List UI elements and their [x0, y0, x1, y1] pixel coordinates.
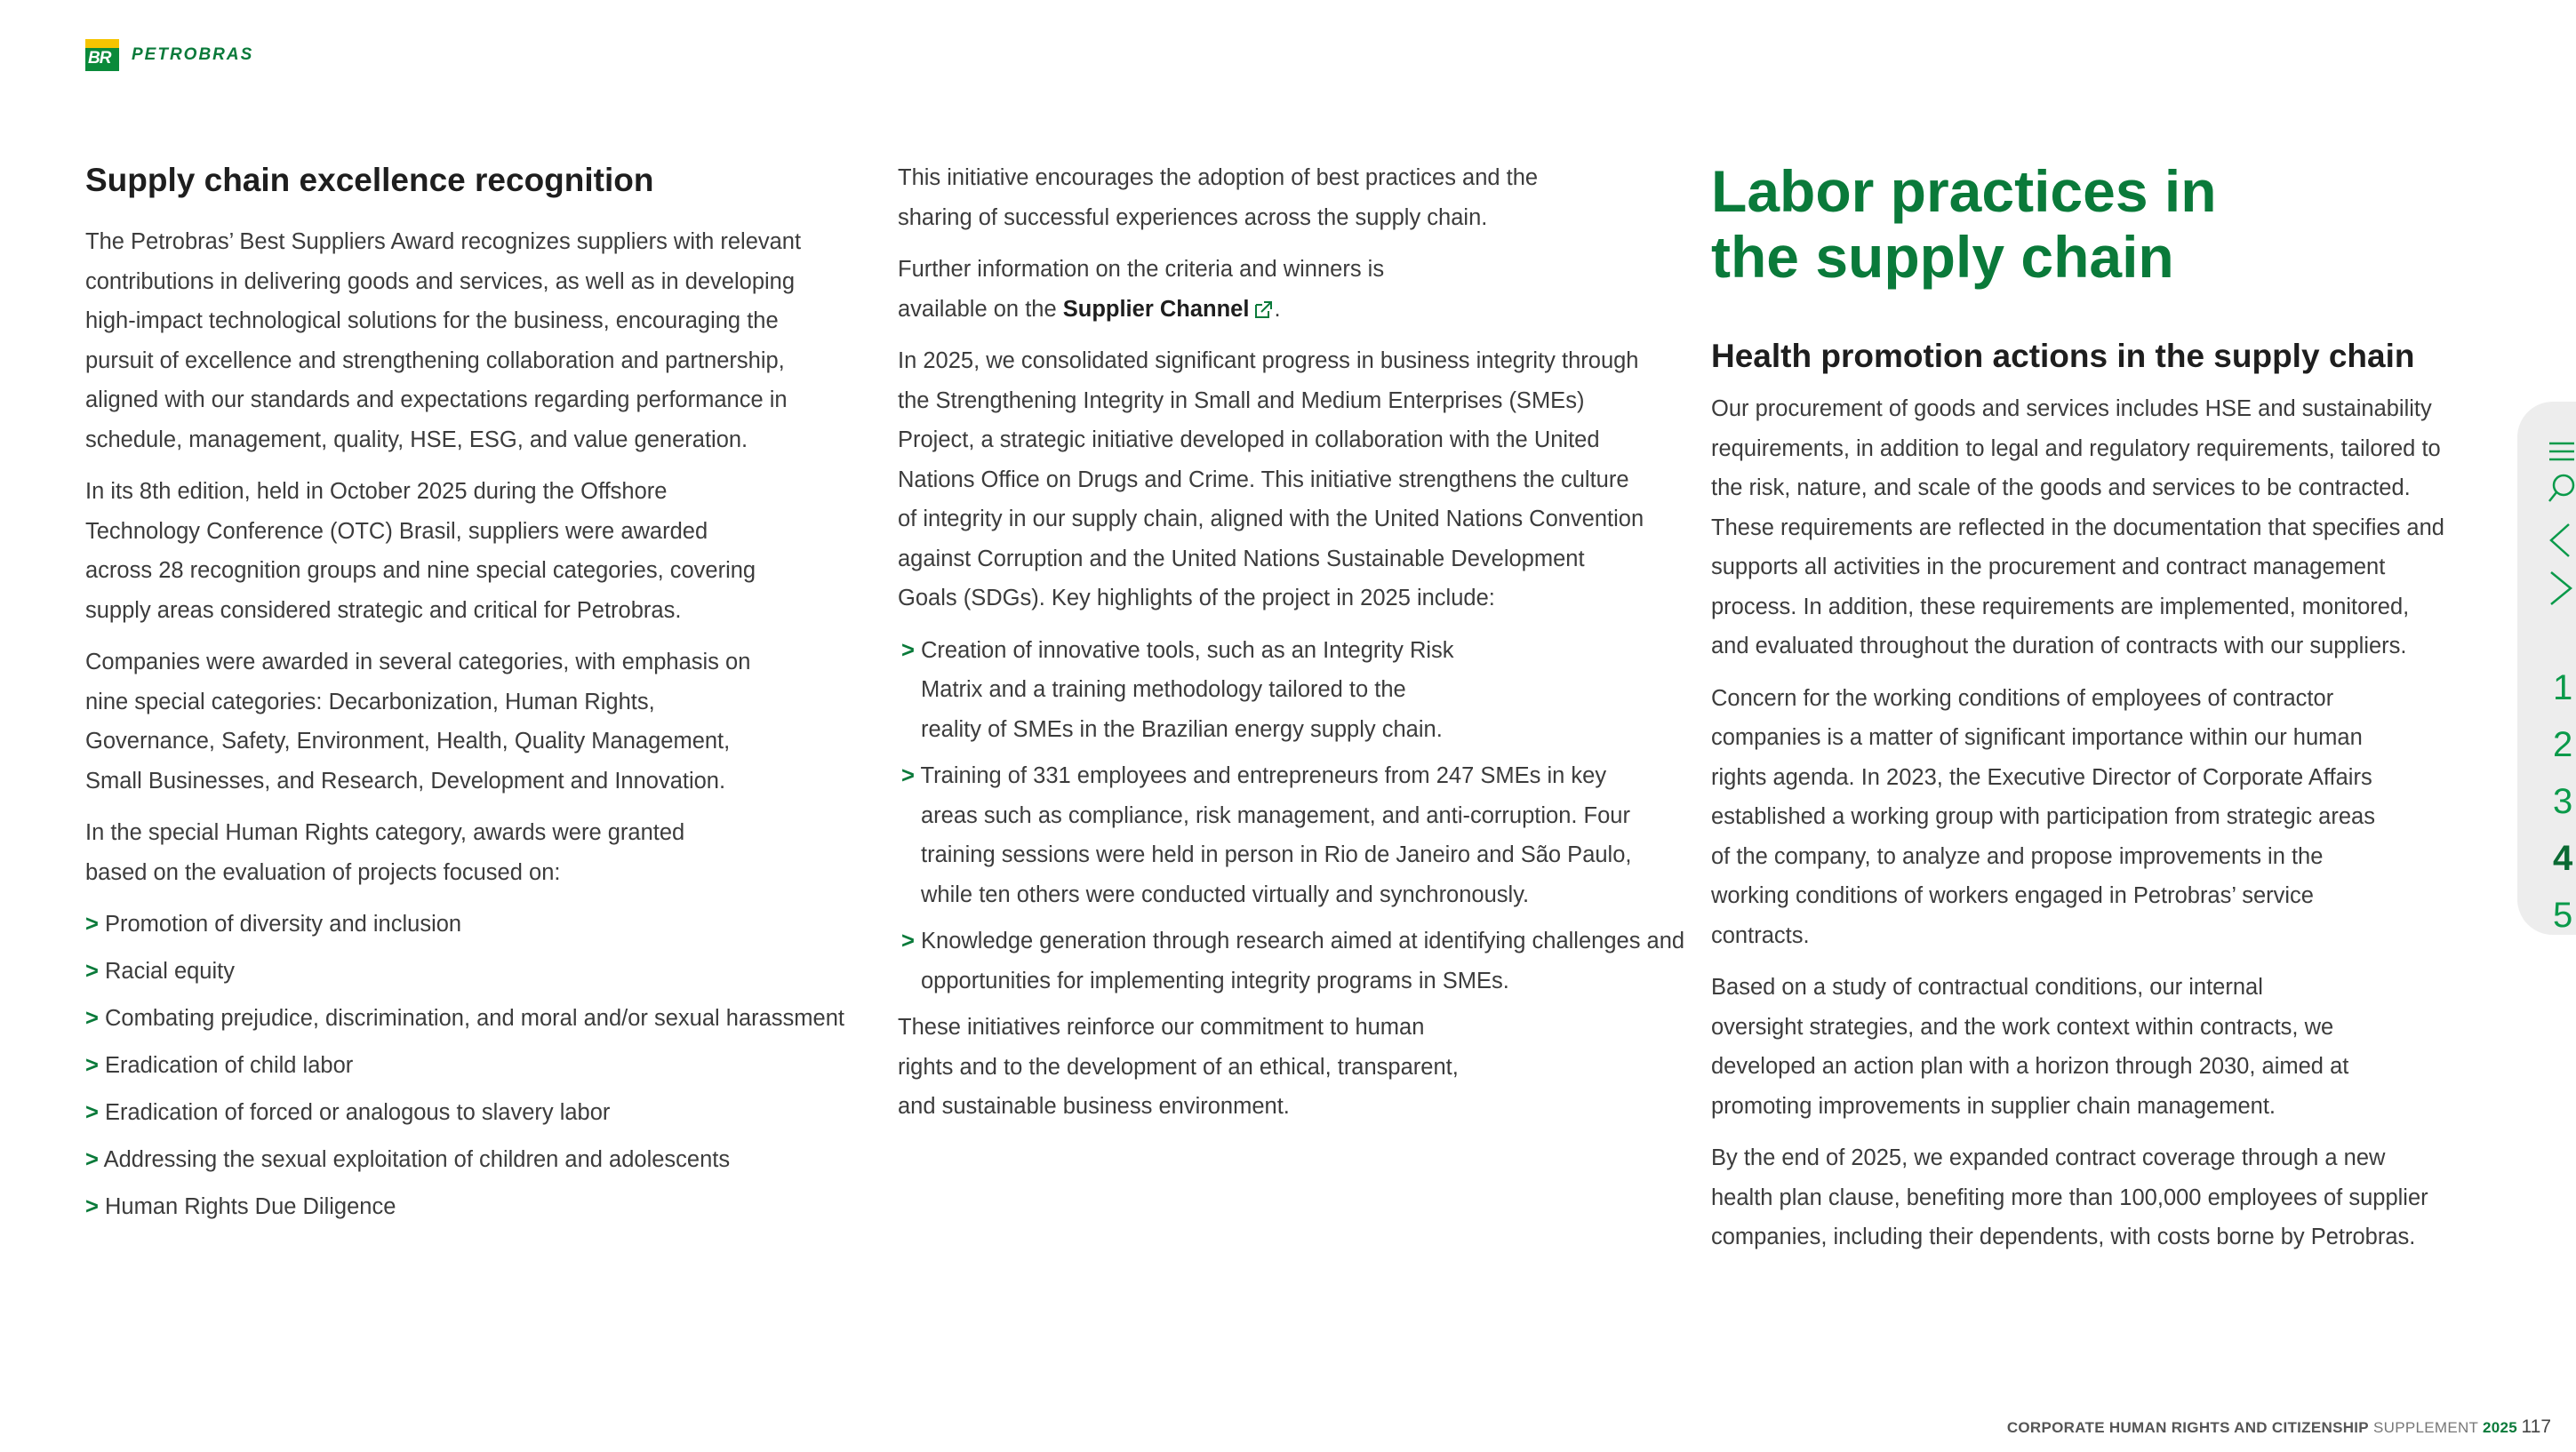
- chevron-left-icon[interactable]: [2548, 523, 2574, 558]
- list-item: > Racial equity: [85, 959, 235, 984]
- paragraph: This initiative encourages the adoption of best practices and the sharing of successful experiences across the supply chain.: [898, 165, 1539, 230]
- supplier-channel-link[interactable]: Supplier Channel: [1062, 296, 1250, 322]
- chapter-5-link[interactable]: 5: [2553, 896, 2573, 935]
- chapter-3-link[interactable]: 3: [2553, 782, 2573, 821]
- list-item: > Eradication of forced or analogous to slavery labor: [85, 1100, 611, 1125]
- external-link-icon[interactable]: [1252, 299, 1274, 321]
- list-item: > Knowledge generation through research aimed at identifying challenges and opportunities for implementing integrity programs in SMEs.: [901, 929, 1685, 993]
- list-item: > Eradication of child labor: [85, 1053, 354, 1078]
- paragraph: Companies were awarded in several categories, with emphasis on nine special categories: Decarbonization, Human Rights, Governance, Safety, Environment, Health, Quality Management, Small Businesses, and Research, Development and Innovation.: [85, 650, 751, 794]
- paragraph: In the special Human Rights category, awards were granted based on the evaluation of projects focused on:: [85, 820, 685, 885]
- column-supply-chain-recognition: [85, 160, 859, 1234]
- list-item: > Promotion of diversity and inclusion: [85, 912, 462, 937]
- list-item: > Creation of innovative tools, such as an Integrity Risk Matrix and a training methodology tailored to the reality of SMEs in the Brazilian energy supply chain.: [901, 637, 1454, 742]
- list-item: > Combating prejudice, discrimination, and moral and/or sexual harassment: [85, 1006, 844, 1031]
- list-item: > Human Rights Due Diligence: [85, 1194, 396, 1219]
- paragraph: In its 8th edition, held in October 2025 during the Offshore Technology Conference (OTC) Brasil, suppliers were awarded across 28 recognition groups and nine special categories, covering supply areas considered strategic and critical for Petrobras.: [85, 479, 756, 623]
- section-heading: Health promotion actions in the supply chain: [1711, 338, 2415, 374]
- paragraph: These initiatives reinforce our commitment to human rights and to the development of an ethical, transparent, and sustainable business environment.: [898, 1015, 1459, 1119]
- petrobras-logo: [85, 39, 253, 71]
- paragraph: Based on a study of contractual conditions, our internal oversight strategies, and the work context within contracts, we developed an action plan with a horizon through 2030, aimed at promoting improvements in supplier chain management.: [1711, 975, 2349, 1119]
- section-heading: Supply chain excellence recognition: [85, 162, 654, 198]
- paragraph: Further information on the criteria and winners is available on the Supplier Channel .: [898, 257, 1385, 322]
- column-integrity-project: [898, 158, 1685, 1139]
- chapter-2-link[interactable]: 2: [2553, 725, 2573, 764]
- paragraph: Concern for the working conditions of employees of contractor companies is a matter of significant importance within our human rights agenda. In 2023, the Executive Director of Corporate Affairs established a working group with participation from strategic areas of the company, to analyze and propose improvements in the working conditions of workers engaged in Petrobras’ service contracts.: [1711, 685, 2375, 948]
- paragraph: In 2025, we consolidated significant progress in business integrity through the Strengthening Integrity in Small and Medium Enterprises (SMEs) Project, a strategic initiative developed in collaboration with the United Nations Office on Drugs and Crime. This initiative strengthens the culture of integrity in our supply chain, aligned with the United Nations Convention against Corruption and the United Nations Sustainable Development Goals (SDGs). Key highlights of the project in 2025 include:: [898, 348, 1644, 610]
- br-logo-icon: BR: [85, 39, 119, 71]
- paragraph: By the end of 2025, we expanded contract coverage through a new health plan clause, benefiting more than 100,000 employees of supplier companies, including their dependents, with costs borne by Petrobras.: [1711, 1145, 2428, 1249]
- page-number: 117: [2521, 1416, 2551, 1437]
- chapter-1-link[interactable]: 1: [2553, 668, 2573, 707]
- paragraph: The Petrobras’ Best Suppliers Award recognizes suppliers with relevant contributions in delivering goods and services, as well as in developing high-impact technological solutions for the business, encouraging the pursuit of excellence and strengthening collaboration and partnership, aligned with our standards and expectations regarding performance in schedule, management, quality, HSE, ESG, and value generation.: [85, 229, 802, 452]
- chapter-4-link[interactable]: 4: [2553, 839, 2573, 878]
- chevron-right-icon[interactable]: [2548, 570, 2574, 606]
- page-title: Labor practices in the supply chain: [1711, 158, 2217, 290]
- list-item: > Addressing the sexual exploitation of children and adolescents: [85, 1147, 731, 1172]
- project-highlights-list: [898, 631, 1685, 1001]
- menu-icon[interactable]: [2548, 441, 2574, 462]
- column-labor-practices: [1711, 158, 2476, 1270]
- report-footer: CORPORATE HUMAN RIGHTS AND CITIZENSHIP SUPPLEMENT 2025: [2006, 1419, 2517, 1436]
- list-item: > Training of 331 employees and entrepreneurs from 247 SMEs in key areas such as compliance, risk management, and anti-corruption. Four training sessions were held in person in Rio de Janeiro and São Paulo, while ten others were conducted virtually and synchronously.: [901, 763, 1632, 907]
- human-rights-criteria-list: [85, 905, 859, 1226]
- brand-name: PETROBRAS: [132, 45, 254, 64]
- paragraph: Our procurement of goods and services includes HSE and sustainability requirements, in addition to legal and regulatory requirements, tailored to the risk, nature, and scale of the goods and services to be contracted. These requirements are reflected in the documentation that specifies and supports all activities in the procurement and contract management process. In addition, these requirements are implemented, monitored, and evaluated throughout the duration of contracts with our suppliers.: [1711, 396, 2444, 658]
- search-icon[interactable]: [2548, 473, 2576, 505]
